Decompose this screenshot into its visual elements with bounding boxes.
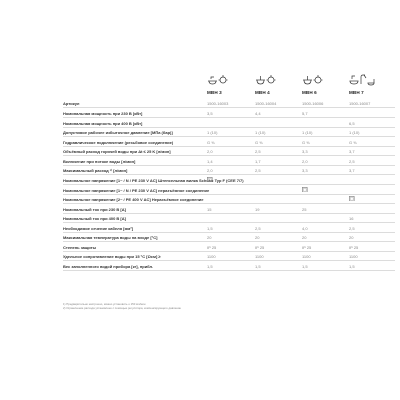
row-value: 1100 [255, 253, 264, 259]
table-row [63, 261, 395, 271]
footnote-1: 1) Предварительно настроено, можно установить ≥ 150 мл/мин [63, 302, 146, 306]
model-icons-row [205, 74, 395, 88]
icon-group-mbh6 [302, 74, 324, 88]
shower-icon [349, 74, 375, 86]
row-value: IP 25 [302, 244, 312, 250]
row-value: 2,0 [302, 158, 308, 164]
row-value: 1,5 [207, 263, 213, 269]
table-row [63, 108, 395, 118]
row-value: 1,5 [349, 263, 355, 269]
table-row [63, 98, 395, 108]
row-label: Объёмный расход горячей воды при Δt ≤ 25 K [л/мин] [63, 148, 171, 154]
row-value: G ⅜ [302, 139, 310, 145]
row-value: 1500-16006 [302, 100, 324, 106]
table-row [63, 175, 395, 185]
row-value: 2,5 [255, 167, 261, 173]
table-row [63, 165, 395, 175]
table-row [63, 146, 395, 156]
row-value: 2,5 [255, 148, 261, 154]
row-value: 4,4 [255, 110, 261, 116]
row-value: 3,3 [302, 148, 308, 154]
table-row [63, 232, 395, 242]
row-value: 1100 [302, 253, 311, 259]
icon-group-mbh4 [255, 74, 277, 88]
row-label: Допустимое рабочее избыточное давление [МПа (бар)] [63, 129, 173, 135]
row-label: Номинальная мощность при 400 В [кВт] [63, 120, 143, 126]
row-value: 25 [302, 206, 307, 212]
row-value: 2,5 [349, 225, 355, 231]
row-value: G ⅜ [207, 139, 215, 145]
row-value: 1500-16003 [207, 100, 229, 106]
sink-tap-icon [207, 74, 229, 86]
row-value: 2,0 [207, 167, 213, 173]
row-value: IP 25 [207, 244, 217, 250]
row-value: 1100 [349, 253, 358, 259]
sink-icon [255, 74, 277, 86]
row-value: 1 (10) [207, 129, 218, 135]
model-header-row [0, 90, 400, 98]
table-row [63, 213, 395, 223]
row-value: 1100 [207, 253, 216, 259]
row-value: 2,5 [349, 158, 355, 164]
row-value: 2,5 [255, 225, 261, 231]
table-row [63, 194, 395, 204]
row-value: 6,5 [349, 120, 355, 126]
row-value: 20 [255, 234, 260, 240]
row-value: 1,7 [255, 158, 261, 164]
row-value: 1,5 [207, 225, 213, 231]
row-value: G ⅜ [349, 139, 357, 145]
row-label: Номинальный ток при 400 В [A] [63, 215, 126, 221]
row-value: 1 (10) [302, 129, 313, 135]
model-name: MBH 7 [349, 90, 364, 95]
row-value: 3,7 [349, 167, 355, 173]
model-name: MBH 6 [302, 90, 317, 95]
icon-group-mbh7 [349, 74, 375, 88]
checkbox-icon [349, 196, 355, 202]
table-row [63, 251, 395, 261]
row-value: 3,3 [302, 167, 308, 173]
row-label: Номинальный ток при 230 В [A] [63, 206, 126, 212]
row-value: 1 (10) [349, 129, 360, 135]
row-value: 1,4 [207, 158, 213, 164]
row-value: 3,7 [349, 148, 355, 154]
row-value: 20 [349, 234, 354, 240]
row-label: Степень защиты [63, 244, 97, 250]
model-name: MBH 4 [255, 90, 270, 95]
row-label: Номинальное напряжение [1~ / N / PE 230 V AC] Штепсельная вилка Schuko Typ F (CEE 7/7) [63, 177, 244, 183]
row-value: 1500-16007 [349, 100, 371, 106]
row-label: Необходимое сечение кабеля [мм²] [63, 225, 134, 231]
row-label: Максимальная температура воды на входе [°C] [63, 234, 158, 240]
model-name: MBH 3 [207, 90, 222, 95]
row-value: 1500-16004 [255, 100, 277, 106]
row-label: Номинальное напряжение [1~ / N / PE 230 V AC] неразъёмное соединение [63, 187, 210, 193]
row-value: 5,7 [302, 110, 308, 116]
row-value: IP 25 [349, 244, 359, 250]
row-value: 16 [349, 215, 354, 221]
row-value: IP 25 [255, 244, 265, 250]
row-value: 1,5 [255, 263, 261, 269]
icon-group-mbh3 [207, 74, 229, 88]
row-label: Номинальное напряжение [2~ / PE 400 V AC] Неразъёмное соединение [63, 196, 204, 202]
row-value: 20 [207, 234, 212, 240]
row-label: Включение при потоке воды [л/мин] [63, 158, 136, 164]
row-value: 2,0 [207, 148, 213, 154]
row-value: 1 (10) [255, 129, 266, 135]
row-label: Вес заполненного водой прибора [кг], прибл. [63, 263, 154, 269]
footnote-2: 2) Ограничение расхода установлено с помощью регулятора, компенсирующего давление [63, 306, 181, 310]
row-label: Номинальная мощность при 230 В [кВт] [63, 110, 143, 116]
row-value: 3,5 [207, 110, 213, 116]
checkbox-icon [302, 187, 308, 193]
row-label: Артикул [63, 100, 80, 106]
row-value: 19 [255, 206, 260, 212]
row-value: 20 [302, 234, 307, 240]
row-label: Максимальный расход ¹⁾ [л/мин] [63, 167, 128, 173]
footnotes [63, 302, 393, 310]
checkbox-icon [207, 177, 213, 183]
row-value: G ⅜ [255, 139, 263, 145]
table-row [63, 127, 395, 137]
sink-icon [302, 74, 324, 86]
row-label: Гидравлическое подключение (резьбовое соединение) [63, 139, 174, 145]
row-value: 1,5 [302, 263, 308, 269]
row-value: 15 [207, 206, 212, 212]
row-value: 4,0 [302, 225, 308, 231]
row-label: Удельное сопротивление воды при 15 °C [Ωсм] ≥ [63, 253, 161, 259]
